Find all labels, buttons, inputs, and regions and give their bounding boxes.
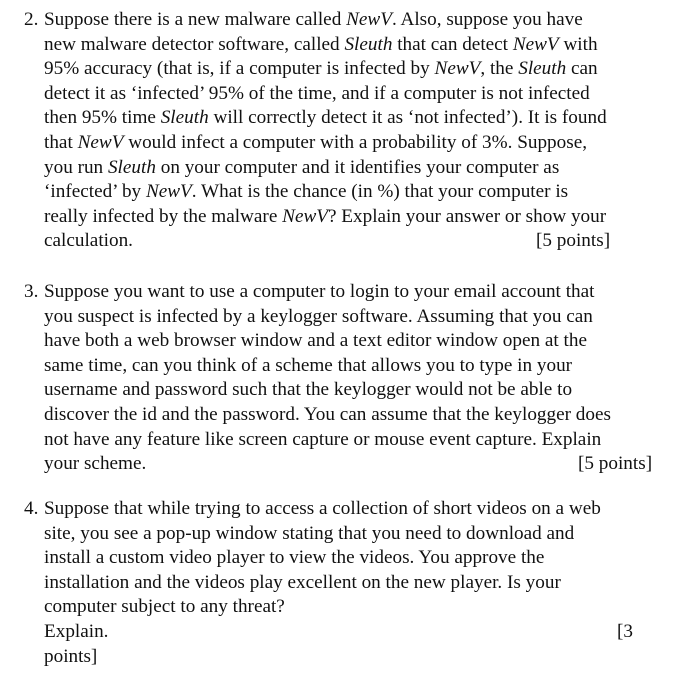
points-label: [3 [617,620,633,642]
text-segment: site, you see a pop-up window stating that you need to download and [44,522,575,544]
question-text [44,58,598,79]
text-segment: Suppose there is a new malware called [44,9,347,30]
question-text [44,330,587,351]
question-line [24,620,674,645]
question-text [44,646,97,667]
italic-term: Sleuth [160,107,209,129]
points-label: [5 points] [536,230,611,252]
question-line [24,497,674,522]
text-segment: that [44,131,78,153]
question-text [44,547,544,568]
text-segment: 95% accuracy (that is, if a computer is infected by [44,58,435,80]
question-text [44,107,607,128]
italic-term: Sleuth [107,156,156,178]
text-segment: same time, can you think of a scheme that allows you to type in your [44,354,573,376]
question-line [24,571,674,596]
question-line [24,428,674,453]
question-text [44,596,285,617]
text-segment: calculation. [44,230,133,252]
text-segment: new malware detector software, called [44,33,345,55]
question-line [24,82,674,107]
question-text [44,453,146,474]
question-text [44,157,559,178]
text-segment: then 95% time [44,107,161,129]
question-text [44,206,606,227]
question-number: 4. [24,498,39,519]
question-line [24,378,674,403]
text-segment: ‘infected’ by [44,181,146,203]
question-line [24,106,674,131]
text-segment: Explain. [44,620,109,642]
question-4 [24,497,674,669]
text-segment: will correctly detect it as ‘not infected’). It is found [208,107,607,129]
question-line [24,546,674,571]
question-line [24,354,674,379]
italic-term: NewV [77,131,124,153]
question-text [44,83,590,104]
text-segment: points] [44,645,98,667]
text-segment: with [558,33,598,55]
italic-term: NewV [434,58,481,80]
text-segment: have both a web browser window and a text editor window open at the [44,330,587,352]
text-segment: . What is the chance (in %) that your computer is [191,181,569,203]
text-segment: . Also, suppose you have [391,9,583,30]
question-text [44,621,108,642]
text-segment: you run [44,156,108,178]
question-text [44,404,611,425]
question-text [44,34,598,55]
text-segment: Suppose you want to use a computer to login to your email account that [44,281,595,302]
question-line [24,305,674,330]
question-text [44,306,593,327]
text-segment: username and password such that the keylogger would not be able to [44,379,573,401]
question-text [44,379,572,400]
italic-term: NewV [145,181,192,203]
question-text [44,132,587,153]
italic-term: Sleuth [344,33,393,55]
question-text [44,498,601,519]
question-line [24,57,674,82]
question-line [24,229,674,254]
question-line [24,522,674,547]
text-segment: really infected by the malware [44,205,283,227]
question-text [44,572,561,593]
text-segment: ? Explain your answer or show your [327,205,607,227]
question-text [44,429,601,450]
question-3 [24,280,674,477]
question-line [24,403,674,428]
text-segment: can [566,58,598,80]
italic-term: NewV [346,9,392,30]
question-line [24,645,674,670]
text-segment: detect it as ‘infected’ 95% of the time, and if a computer is not infected [44,82,590,104]
question-line [24,180,674,205]
text-segment: your scheme. [44,453,147,475]
question-line [24,156,674,181]
italic-term: NewV [282,205,328,227]
text-segment: , the [480,58,519,80]
question-line [24,8,674,33]
question-text [44,281,594,302]
question-line [24,452,674,477]
question-number: 2. [24,9,39,30]
text-segment: installation and the videos play excellent on the new player. Is your [44,571,561,593]
text-segment: computer subject to any threat? [44,596,285,618]
question-line [24,33,674,58]
text-segment: on your computer and it identifies your computer as [155,156,560,178]
question-2 [24,8,674,254]
text-segment: install a custom video player to view the videos. You approve the [44,547,545,569]
question-text [44,181,568,202]
text-segment: would infect a computer with a probability of 3%. Suppose, [123,131,588,153]
question-line [24,329,674,354]
text-segment: you suspect is infected by a keylogger software. Assuming that you can [44,305,593,327]
text-segment: Suppose that while trying to access a collection of short videos on a web [44,498,601,519]
points-label: [5 points] [578,453,653,475]
question-text [44,355,572,376]
question-text [44,523,574,544]
question-line [24,280,674,305]
question-line [24,595,674,620]
question-line [24,205,674,230]
question-text [44,230,133,251]
question-number: 3. [24,281,39,302]
question-text [44,9,583,30]
italic-term: Sleuth [518,58,567,80]
question-line [24,131,674,156]
text-segment: not have any feature like screen capture or mouse event capture. Explain [44,428,602,450]
text-segment: discover the id and the password. You can assume that the keylogger does [44,403,611,425]
text-segment: that can detect [392,33,513,55]
italic-term: NewV [512,33,559,55]
